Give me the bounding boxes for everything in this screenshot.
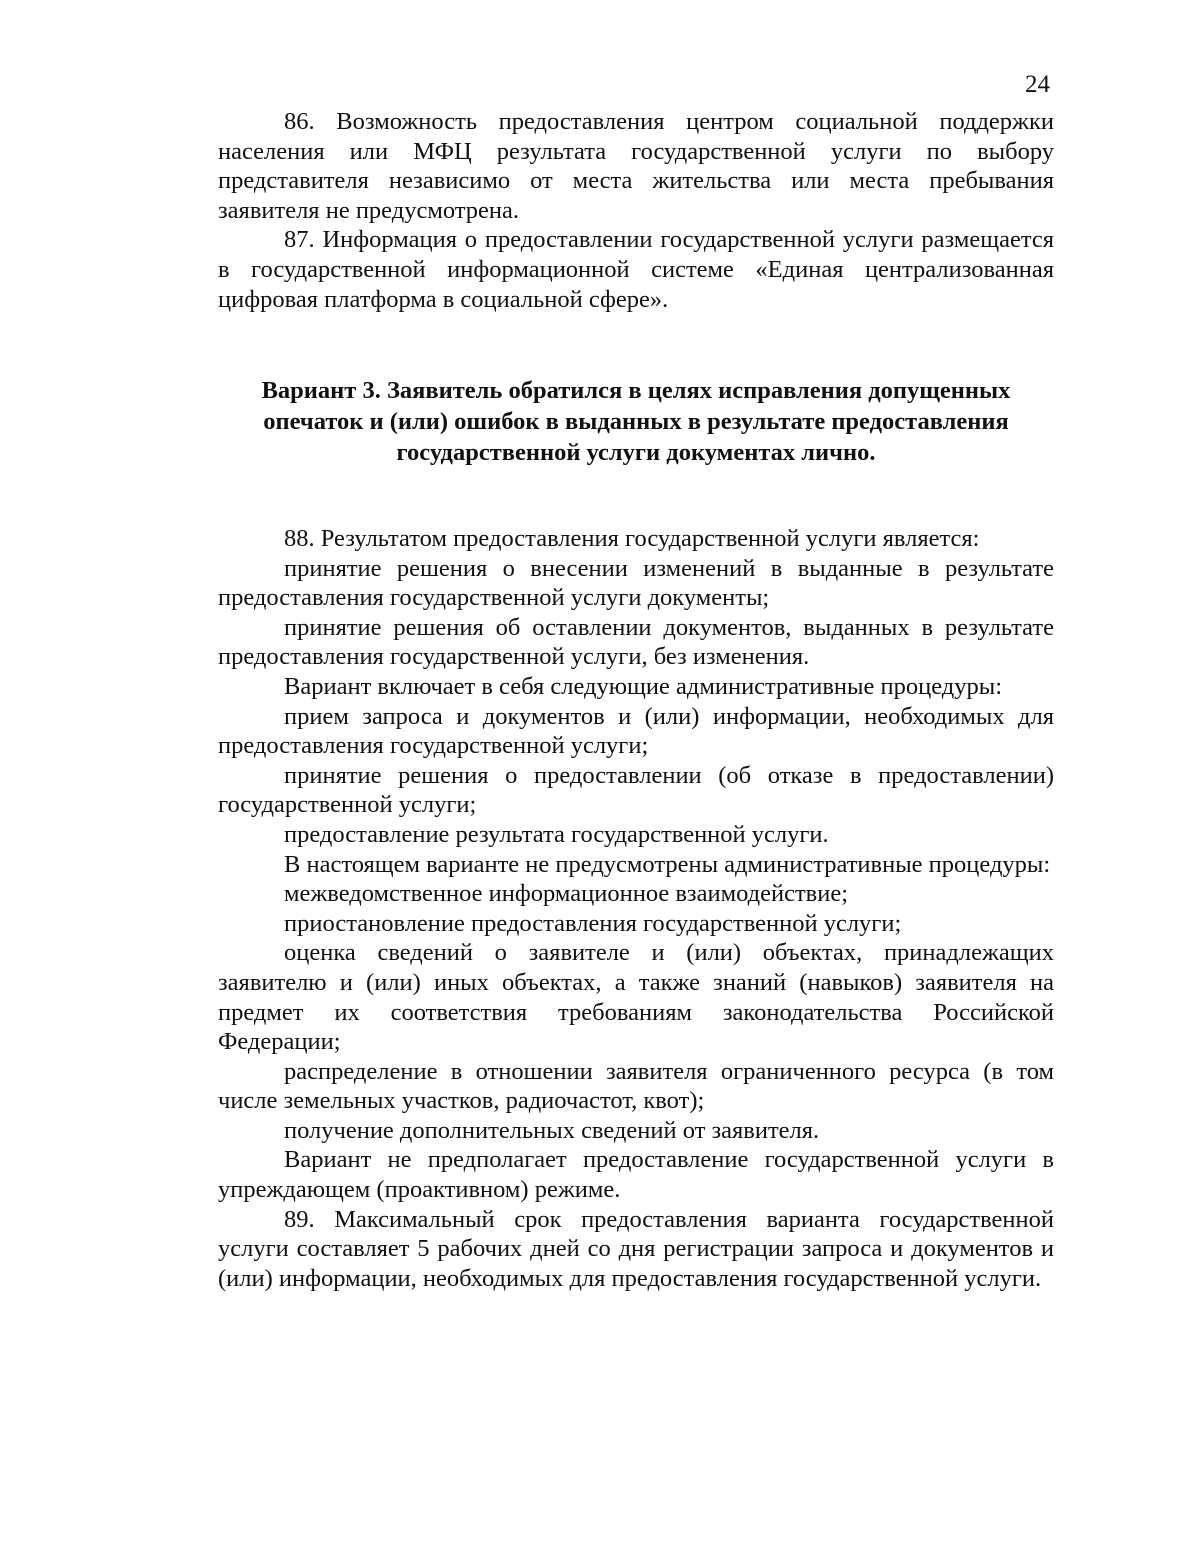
paragraph: Вариант включает в себя следующие административные процедуры:: [284, 672, 1003, 700]
list-item: предоставление результата государственной услуги.: [284, 820, 829, 848]
variant-3-heading: [218, 375, 1054, 468]
paragraph-89: 89. Максимальный срок предоставления варианта государственной услуги составляет 5 рабочих дней со дня регистрации запроса и документов и (или) информации, необходимых для предоставления государственной услуги.: [218, 1205, 1054, 1292]
paragraph: В настоящем варианте не предусмотрены административные процедуры:: [284, 850, 1051, 878]
list-item: принятие решения о предоставлении (об отказе в предоставлении) государственной услуги;: [218, 761, 1054, 819]
list-item: приостановление предоставления государственной услуги;: [284, 909, 902, 937]
top-section: [218, 107, 1054, 314]
list-item: получение дополнительных сведений от заявителя.: [284, 1116, 820, 1144]
list-item: распределение в отношении заявителя ограниченного ресурса (в том числе земельных участков, радиочастот, квот);: [218, 1057, 1054, 1115]
paragraph: Вариант не предполагает предоставление государственной услуги в упреждающем (проактивном) режиме.: [218, 1146, 1054, 1204]
list-item: принятие решения об оставлении документов, выданных в результате предоставления государственной услуги, без изменения.: [218, 613, 1054, 671]
list-item: межведомственное информационное взаимодействие;: [284, 880, 849, 908]
main-section: [218, 524, 1054, 1293]
heading-line: Вариант 3. Заявитель обратился в целях исправления допущенных: [261, 377, 1011, 404]
page-number: 24: [1025, 71, 1050, 98]
heading-line: опечаток и (или) ошибок в выданных в результате предоставления: [263, 408, 1009, 435]
list-item: принятие решения о внесении изменений в выданные в результате предоставления государственной услуги документы;: [218, 554, 1054, 612]
paragraph-88: 88. Результатом предоставления государственной услуги является:: [284, 525, 980, 552]
paragraph-86: 86. Возможность предоставления центром социальной поддержки населения или МФЦ результата государственной услуги по выбору представителя независимо от места жительства или места пребывания заявителя не предусмотрена.: [218, 108, 1054, 224]
paragraph-87: 87. Информация о предоставлении государственной услуги размещается в государственной информационной системе «Единая централизованная цифровая платформа в социальной сфере».: [218, 226, 1054, 313]
heading-line: государственной услуги документах лично.: [396, 439, 876, 466]
list-item: оценка сведений о заявителе и (или) объектах, принадлежащих заявителю и (или) иных объектах, а также знаний (навыков) заявителя на предмет их соответствия требованиям законодательства Российской Федерации;: [218, 939, 1054, 1056]
list-item: прием запроса и документов и (или) информации, необходимых для предоставления государственной услуги;: [218, 702, 1054, 760]
